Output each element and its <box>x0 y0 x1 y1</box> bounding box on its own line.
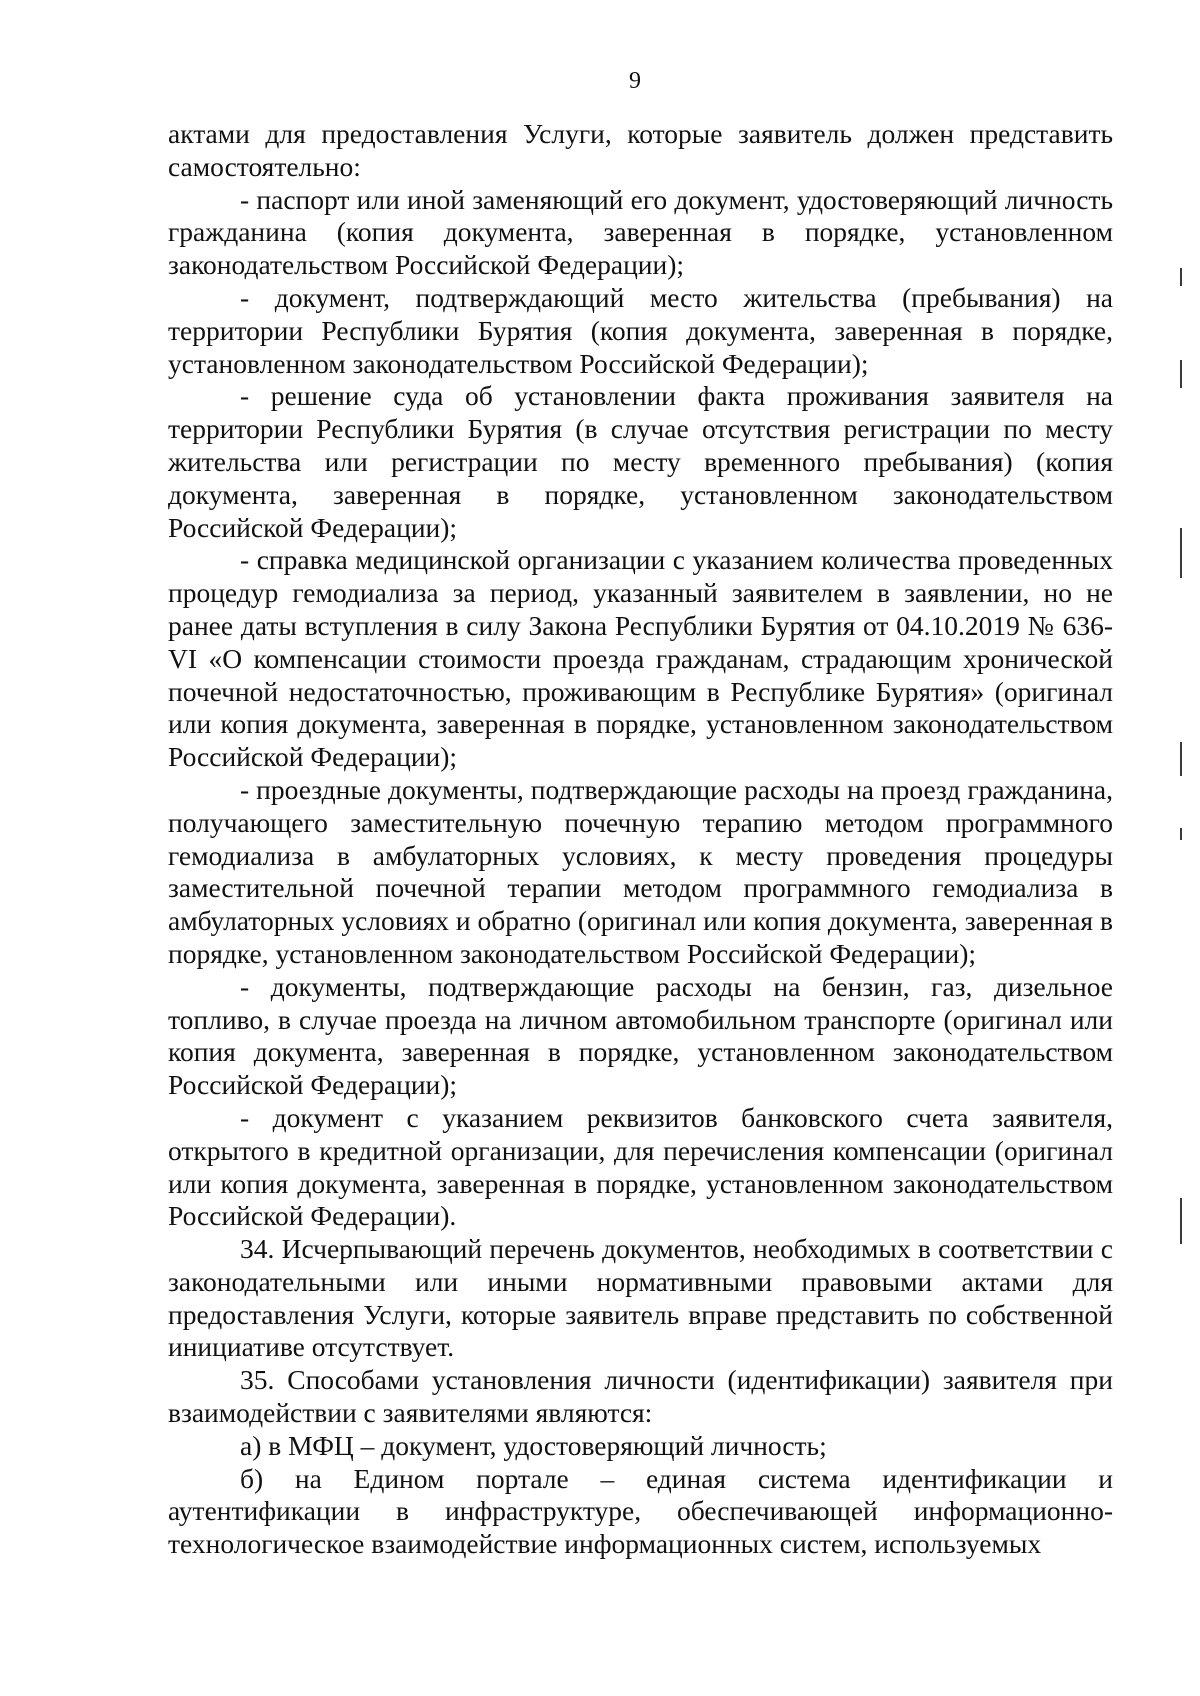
clause-34: 34. Исчерпывающий перечень документов, необходимых в соответствии с законодательными или иными нормативными правовыми актами для предоставления Услуги, которые заявитель вправе представить по собственной инициативе отсутствует. <box>168 1233 1113 1363</box>
scan-mark <box>1180 528 1182 578</box>
clause-35-item-a: а) в МФЦ – документ, удостоверяющий личность; <box>240 1429 827 1461</box>
document-body <box>168 118 1113 1561</box>
scan-mark <box>1180 1198 1182 1244</box>
clause-35-item-b: б) на Едином портале – единая система идентификации и аутентификации в инфраструктуре, обеспечивающей информационно-технологическое взаимодействие информационных систем, используемых <box>168 1462 1113 1560</box>
page-number: 9 <box>629 68 641 94</box>
list-item-fuel-expenses: - документы, подтверждающие расходы на бензин, газ, дизельное топливо, в случае проезда на личном автомобильном транспорте (оригинал или копия документа, заверенная в порядке, установленном законодательством Российской Федерации); <box>168 970 1113 1101</box>
scan-mark <box>1180 742 1182 776</box>
clause-35: 35. Способами установления личности (идентификации) заявителя при взаимодействии с заявителями являются: <box>168 1364 1113 1429</box>
list-item-medical-certificate: - справка медицинской организации с указанием количества проведенных процедур гемодиализа за период, указанный заявителем в заявлении, но не ранее даты вступления в силу Закона Республики Бурятия от 04.10.2019 № 636-VI «О компенсации стоимости проезда гражданам, страдающим хронической почечной недостаточностью, проживающим в Республике Бурятия» (оригинал или копия документа, заверенная в порядке, установленном законодательством Российской Федерации); <box>168 544 1113 773</box>
list-item-bank-details: - документ с указанием реквизитов банковского счета заявителя, открытого в кредитной организации, для перечисления компенсации (оригинал или копия документа, заверенная в порядке, установленном законодательством Российской Федерации). <box>168 1101 1113 1232</box>
list-item-passport: - паспорт или иной заменяющий его документ, удостоверяющий личность гражданина (копия документа, заверенная в порядке, установленном законодательством Российской Федерации); <box>168 183 1113 281</box>
list-item-residence-document: - документ, подтверждающий место жительства (пребывания) на территории Республики Бурятия (копия документа, заверенная в порядке, установленном законодательством Российской Федерации); <box>168 281 1113 379</box>
scan-mark <box>1180 268 1182 286</box>
list-item-travel-documents: - проездные документы, подтверждающие расходы на проезд гражданина, получающего заместительную почечную терапию методом программного гемодиализа в амбулаторных условиях, к месту проведения процедуры заместительной почечной терапии методом программного гемодиализа в амбулаторных условиях и обратно (оригинал или копия документа, заверенная в порядке, установленном законодательством Российской Федерации); <box>168 773 1113 969</box>
scan-mark <box>1180 360 1182 388</box>
list-item-court-decision: - решение суда об установлении факта проживания заявителя на территории Республики Бурятия (в случае отсутствия регистрации по месту жительства или регистрации по месту временного пребывания) (копия документа, заверенная в порядке, установленном законодательством Российской Федерации); <box>168 380 1113 543</box>
scan-mark <box>1180 828 1182 840</box>
paragraph-continuation: актами для предоставления Услуги, которые заявитель должен представить самостоятельно: <box>168 118 1113 182</box>
